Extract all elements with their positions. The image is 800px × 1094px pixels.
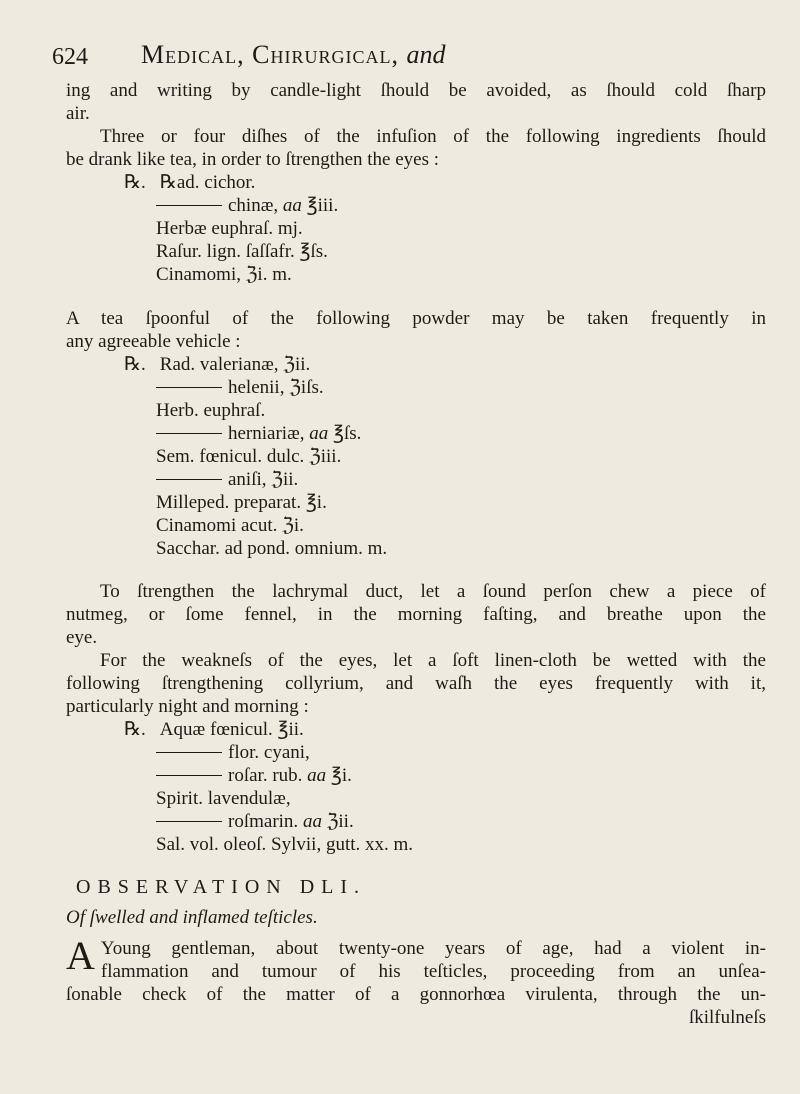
- recipe-text: chinæ,: [228, 195, 283, 216]
- recipe-text: Aquæ fœnicul. ℥ii.: [159, 719, 304, 740]
- recipe-text: Rad. valerianæ, ℨii.: [159, 354, 311, 375]
- recipe-symbol: ℞.: [124, 719, 146, 740]
- page-header: [52, 40, 752, 80]
- recipe-text: Sacchar. ad pond. omnium. m.: [156, 538, 388, 559]
- recipe-ana: aa: [307, 765, 327, 786]
- ditto-dash: [156, 752, 222, 753]
- page-number: 624: [52, 44, 88, 70]
- recipe-ana: aa: [309, 423, 329, 444]
- recipe-text: Sal. vol. oleoſ. Sylvii, gutt. xx. m.: [156, 834, 414, 855]
- recipe-powder: [66, 353, 766, 560]
- recipe-line: [124, 353, 766, 376]
- recipe-text: Sem. fœnicul. dulc. ℨiii.: [156, 446, 342, 467]
- recipe-line: [156, 491, 766, 514]
- ditto-dash: [156, 433, 222, 434]
- recipe-text: roſmarin.: [228, 811, 303, 832]
- recipe-line: [156, 422, 766, 445]
- paragraph-collyrium: For the weakneſs of the eyes, let a ſoft linen-cloth be wetted with the following ſtrengthening collyrium, and waſh the eyes frequently with it, particularly night and morning :: [66, 650, 766, 717]
- recipe-text: Cinamomi, ℨi. m.: [156, 264, 292, 285]
- recipe-text: Raſur. lign. ſaſſafr. ℥ſs.: [156, 241, 328, 262]
- catchword: ſkilfulneſs: [688, 1007, 766, 1028]
- recipe-line: [156, 376, 766, 399]
- recipe-line: [124, 171, 766, 194]
- recipe-text: Cinamomi acut. ℨi.: [156, 515, 304, 536]
- ditto-dash: [156, 205, 222, 206]
- drop-cap: A: [66, 933, 95, 978]
- recipe-text: flor. cyani,: [228, 742, 310, 763]
- recipe-text: Herbæ euphraſ. mj.: [156, 218, 303, 239]
- recipe-line: [156, 537, 766, 560]
- recipe-line: [156, 833, 766, 856]
- recipe-quantity: ℥ſs.: [328, 423, 362, 444]
- recipe-ana: aa: [302, 811, 322, 832]
- recipe-text: roſar. rub.: [228, 765, 308, 786]
- recipe-line: [156, 217, 766, 240]
- recipe-line: [156, 194, 766, 217]
- recipe-text: helenii, ℨiſs.: [228, 377, 324, 398]
- recipe-line: [156, 445, 766, 468]
- recipe-line: [156, 764, 766, 787]
- recipe-line: [156, 468, 766, 491]
- recipe-text: aniſi, ℨii.: [228, 469, 299, 490]
- paragraph-lachrymal: To ſtrengthen the lachrymal duct, let a ſound perſon chew a piece of nutmeg, or ſome fennel, in the morning faſting, and breathe upon the eye.: [66, 581, 766, 648]
- page-body: [66, 79, 766, 1029]
- recipe-collyrium: [66, 718, 766, 856]
- recipe-text: ℞ad. cichor.: [159, 172, 256, 193]
- recipe-ana: aa: [282, 195, 302, 216]
- recipe-text: herniariæ,: [228, 423, 310, 444]
- recipe-quantity: ℥iii.: [301, 195, 339, 216]
- recipe-line: [156, 810, 766, 833]
- paragraph-continuation: ing and writing by candle-light ſhould be avoided, as ſhould cold ſharp air.: [66, 80, 766, 124]
- recipe-quantity: ℨii.: [321, 811, 354, 832]
- recipe-symbol: ℞.: [124, 172, 146, 193]
- recipe-line: [156, 399, 766, 422]
- ditto-dash: [156, 775, 222, 776]
- recipe-quantity: ℥i.: [326, 765, 352, 786]
- ditto-dash: [156, 821, 222, 822]
- recipe-line: [156, 741, 766, 764]
- recipe-line: [156, 787, 766, 810]
- recipe-line: [156, 514, 766, 537]
- paragraph-powder: A tea ſpoonful of the following powder may be taken frequently in any agreeable vehicle :: [66, 308, 766, 352]
- recipe-line: [124, 718, 766, 741]
- paragraph-infusion: Three or four diſhes of the infuſion of the following ingredients ſhould be drank like tea, in order to ſtrengthen the eyes :: [66, 126, 766, 170]
- ditto-dash: [156, 387, 222, 388]
- recipe-symbol: ℞.: [124, 354, 146, 375]
- ditto-dash: [156, 479, 222, 480]
- recipe-text: Spirit. lavendulæ,: [156, 788, 291, 809]
- observation-title: OBSERVATION DLI.: [76, 876, 367, 898]
- recipe-text: Herb. euphraſ.: [156, 400, 266, 421]
- observation-subtitle: Of ſwelled and inflamed teſticles.: [66, 907, 318, 928]
- observation-paragraph: A Young gentleman, about twenty-one years of age, had a violent in- flammation and tumour of his teſticles, proceeding from an unſea- ſonable check of the matter of a gonnorhœa virulenta, through the un- ſkilfulneſs: [66, 933, 766, 1028]
- recipe-line: [156, 263, 766, 286]
- recipe-text: Milleped. preparat. ℥i.: [156, 492, 327, 513]
- running-title: Medical, Chirurgical, and: [141, 40, 446, 69]
- recipe-infusion: [66, 171, 766, 286]
- recipe-line: [156, 240, 766, 263]
